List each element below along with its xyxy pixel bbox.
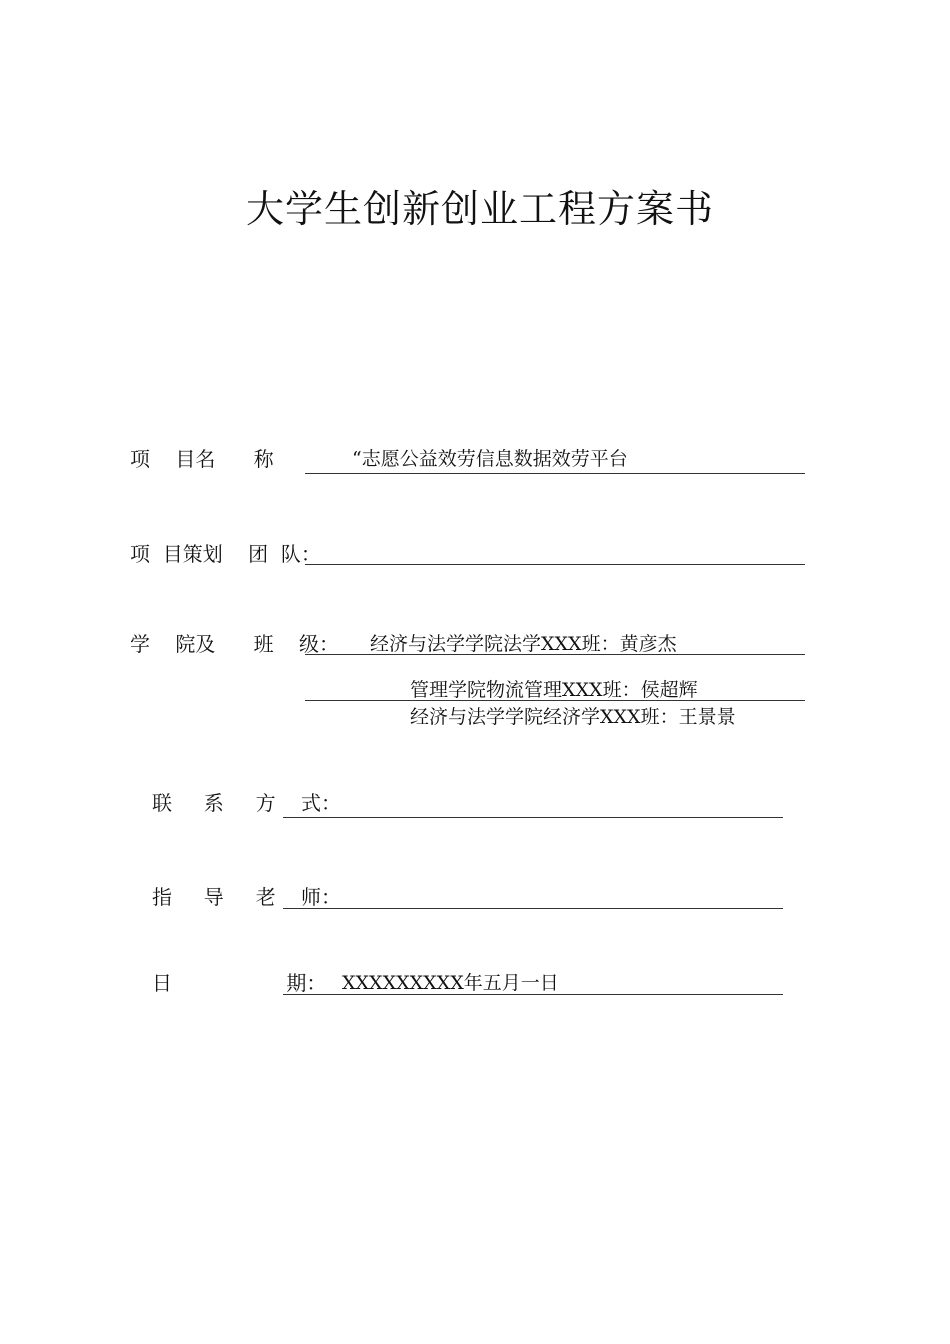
college-class-underline-1 bbox=[305, 654, 805, 655]
date-value: XXXXXXXXX年五月一日 bbox=[342, 972, 559, 994]
college-class-line-2: 管理学院物流管理XXX班：侯超辉 bbox=[410, 679, 698, 701]
advisor-label: 指 导 老 师： bbox=[152, 885, 342, 909]
college-class-line-3: 经济与法学学院经济学XXX班：王景景 bbox=[410, 706, 736, 728]
project-name-label: 项 目名 称 bbox=[130, 447, 274, 471]
college-class-underline-2 bbox=[305, 700, 805, 701]
team-label: 项 目策划 团 队： bbox=[130, 542, 321, 566]
college-class-label: 学 院及 班 级： bbox=[130, 632, 340, 656]
college-class-line-1: 经济与法学学院法学XXX班：黄彦杰 bbox=[370, 633, 677, 655]
project-name-underline bbox=[305, 473, 805, 474]
team-underline bbox=[305, 564, 805, 565]
project-name-value: “志愿公益效劳信息数据效劳平台 bbox=[352, 448, 628, 470]
contact-underline bbox=[283, 817, 783, 818]
document-title: 大学生创新创业工程方案书 bbox=[245, 187, 714, 231]
advisor-underline bbox=[283, 908, 783, 909]
contact-label: 联 系 方 式： bbox=[152, 791, 342, 815]
date-label: 日 期： bbox=[152, 971, 327, 995]
date-underline bbox=[283, 994, 783, 995]
